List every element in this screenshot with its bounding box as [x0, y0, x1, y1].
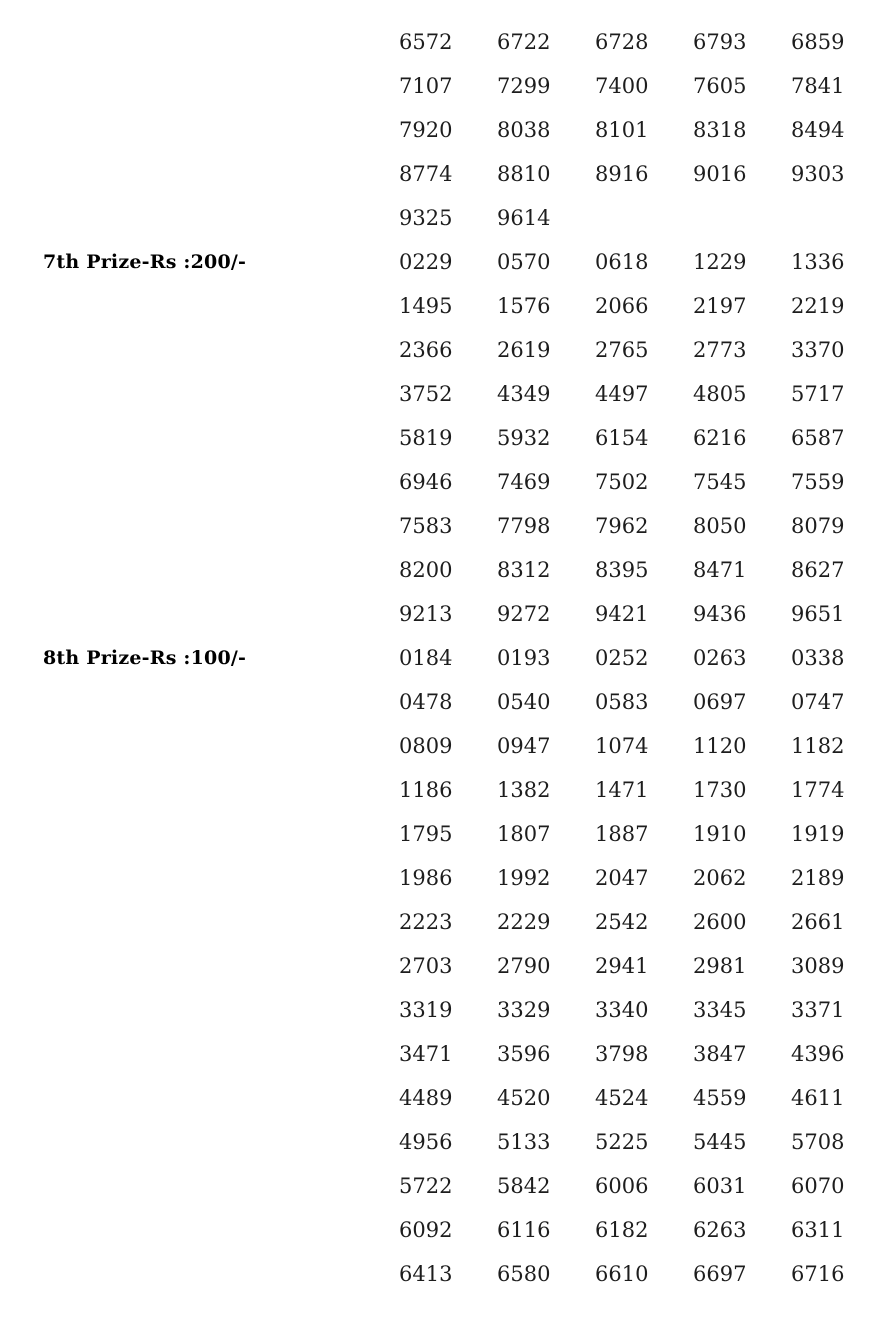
winning-number: 8471	[693, 558, 747, 582]
winning-number: 5842	[497, 1174, 551, 1198]
winning-number: 5819	[399, 426, 453, 450]
winning-number: 1074	[595, 734, 649, 758]
winning-number: 3370	[791, 338, 845, 362]
winning-number: 0252	[595, 646, 649, 670]
winning-number: 6092	[399, 1218, 453, 1242]
winning-number: 8810	[497, 162, 551, 186]
winning-number: 0193	[497, 646, 551, 670]
winning-number: 2229	[497, 910, 551, 934]
prize-row	[0, 988, 895, 1032]
prize-row	[0, 460, 895, 504]
winning-number: 0478	[399, 690, 453, 714]
winning-number: 1186	[399, 778, 453, 802]
winning-number: 6116	[497, 1218, 551, 1242]
winning-number: 6216	[693, 426, 747, 450]
winning-number: 7545	[693, 470, 747, 494]
winning-number: 5708	[791, 1130, 845, 1154]
prize-tier-label: 8th Prize-Rs :100/-	[43, 647, 247, 669]
prize-row	[0, 240, 895, 284]
winning-number: 0184	[399, 646, 453, 670]
winning-number: 7920	[399, 118, 453, 142]
winning-number: 8200	[399, 558, 453, 582]
winning-number: 4497	[595, 382, 649, 406]
prize-tier-label: 7th Prize-Rs :200/-	[43, 251, 247, 273]
winning-number: 6722	[497, 30, 551, 54]
winning-number: 7798	[497, 514, 551, 538]
prize-row	[0, 592, 895, 636]
winning-number: 1807	[497, 822, 551, 846]
winning-number: 6311	[791, 1218, 845, 1242]
winning-number: 1495	[399, 294, 453, 318]
winning-number: 6580	[497, 1262, 551, 1286]
winning-number: 8916	[595, 162, 649, 186]
winning-number: 9272	[497, 602, 551, 626]
prize-row	[0, 1252, 895, 1296]
prize-row	[0, 328, 895, 372]
winning-number: 2619	[497, 338, 551, 362]
winning-number: 3319	[399, 998, 453, 1022]
winning-number: 3340	[595, 998, 649, 1022]
winning-number: 6697	[693, 1262, 747, 1286]
winning-number: 0618	[595, 250, 649, 274]
winning-number: 6859	[791, 30, 845, 54]
winning-number: 9651	[791, 602, 845, 626]
winning-number: 1795	[399, 822, 453, 846]
winning-number: 2047	[595, 866, 649, 890]
winning-number: 1992	[497, 866, 551, 890]
winning-number: 6031	[693, 1174, 747, 1198]
winning-number: 1471	[595, 778, 649, 802]
winning-number: 6182	[595, 1218, 649, 1242]
winning-number: 5445	[693, 1130, 747, 1154]
winning-number: 3329	[497, 998, 551, 1022]
winning-number: 7559	[791, 470, 845, 494]
winning-number: 9303	[791, 162, 845, 186]
winning-number: 6006	[595, 1174, 649, 1198]
prize-row	[0, 108, 895, 152]
prize-row	[0, 64, 895, 108]
prize-row	[0, 152, 895, 196]
winning-number: 2790	[497, 954, 551, 978]
prize-row	[0, 1076, 895, 1120]
winning-number: 2661	[791, 910, 845, 934]
winning-number: 4559	[693, 1086, 747, 1110]
winning-number: 1986	[399, 866, 453, 890]
winning-number: 4520	[497, 1086, 551, 1110]
winning-number: 0263	[693, 646, 747, 670]
winning-number: 8312	[497, 558, 551, 582]
winning-number: 5717	[791, 382, 845, 406]
prize-row	[0, 196, 895, 240]
winning-number: 0747	[791, 690, 845, 714]
winning-number: 1730	[693, 778, 747, 802]
winning-number: 3596	[497, 1042, 551, 1066]
winning-number: 6413	[399, 1262, 453, 1286]
prize-row	[0, 1120, 895, 1164]
winning-number: 2223	[399, 910, 453, 934]
winning-number: 6154	[595, 426, 649, 450]
prize-row	[0, 1032, 895, 1076]
winning-number: 0583	[595, 690, 649, 714]
prize-row	[0, 724, 895, 768]
winning-number: 3752	[399, 382, 453, 406]
winning-number: 7502	[595, 470, 649, 494]
winning-number: 7400	[595, 74, 649, 98]
winning-number: 1576	[497, 294, 551, 318]
winning-number: 8318	[693, 118, 747, 142]
prize-row	[0, 1208, 895, 1252]
winning-number: 6946	[399, 470, 453, 494]
winning-number: 9016	[693, 162, 747, 186]
winning-number: 0809	[399, 734, 453, 758]
winning-number: 5932	[497, 426, 551, 450]
winning-number: 0947	[497, 734, 551, 758]
winning-number: 7605	[693, 74, 747, 98]
prize-row	[0, 812, 895, 856]
winning-number: 9325	[399, 206, 453, 230]
winning-number: 1120	[693, 734, 747, 758]
prize-row	[0, 504, 895, 548]
winning-number: 2981	[693, 954, 747, 978]
winning-number: 5133	[497, 1130, 551, 1154]
winning-number: 7299	[497, 74, 551, 98]
winning-number: 2703	[399, 954, 453, 978]
winning-number: 6572	[399, 30, 453, 54]
winning-number: 1774	[791, 778, 845, 802]
winning-number: 3345	[693, 998, 747, 1022]
winning-number: 6070	[791, 1174, 845, 1198]
winning-number: 9213	[399, 602, 453, 626]
winning-number: 8774	[399, 162, 453, 186]
winning-number: 1336	[791, 250, 845, 274]
winning-number: 2773	[693, 338, 747, 362]
winning-number: 7841	[791, 74, 845, 98]
winning-number: 4611	[791, 1086, 845, 1110]
prize-row	[0, 20, 895, 64]
winning-number: 1887	[595, 822, 649, 846]
winning-number: 0570	[497, 250, 551, 274]
winning-number: 4396	[791, 1042, 845, 1066]
winning-number: 3089	[791, 954, 845, 978]
prize-row	[0, 944, 895, 988]
winning-number: 8101	[595, 118, 649, 142]
prize-row	[0, 768, 895, 812]
winning-number: 4805	[693, 382, 747, 406]
winning-number: 3471	[399, 1042, 453, 1066]
winning-number: 5225	[595, 1130, 649, 1154]
winning-number: 6716	[791, 1262, 845, 1286]
winning-number: 4956	[399, 1130, 453, 1154]
winning-number: 0229	[399, 250, 453, 274]
prize-row	[0, 900, 895, 944]
winning-number: 9421	[595, 602, 649, 626]
winning-number: 7107	[399, 74, 453, 98]
winning-number: 6728	[595, 30, 649, 54]
winning-number: 8494	[791, 118, 845, 142]
winning-number: 1229	[693, 250, 747, 274]
winning-number: 2542	[595, 910, 649, 934]
winning-number: 8395	[595, 558, 649, 582]
winning-number: 2219	[791, 294, 845, 318]
winning-number: 0338	[791, 646, 845, 670]
winning-number: 2600	[693, 910, 747, 934]
winning-number: 8038	[497, 118, 551, 142]
winning-number: 2197	[693, 294, 747, 318]
prize-row	[0, 856, 895, 900]
winning-number: 4524	[595, 1086, 649, 1110]
winning-number: 2366	[399, 338, 453, 362]
winning-number: 8050	[693, 514, 747, 538]
prize-row	[0, 1164, 895, 1208]
winning-number: 6263	[693, 1218, 747, 1242]
winning-number: 2765	[595, 338, 649, 362]
prize-row	[0, 284, 895, 328]
prize-row	[0, 372, 895, 416]
winning-number: 2062	[693, 866, 747, 890]
winning-number: 1182	[791, 734, 845, 758]
winning-number: 0540	[497, 690, 551, 714]
winning-number: 7962	[595, 514, 649, 538]
winning-number: 3371	[791, 998, 845, 1022]
prize-row	[0, 416, 895, 460]
winning-number: 5722	[399, 1174, 453, 1198]
winning-number: 1919	[791, 822, 845, 846]
winning-number: 2189	[791, 866, 845, 890]
prize-row	[0, 548, 895, 592]
winning-number: 8079	[791, 514, 845, 538]
winning-number: 6793	[693, 30, 747, 54]
winning-number: 3798	[595, 1042, 649, 1066]
prize-row	[0, 636, 895, 680]
winning-number: 6587	[791, 426, 845, 450]
winning-number: 7583	[399, 514, 453, 538]
winning-number: 7469	[497, 470, 551, 494]
winning-number: 0697	[693, 690, 747, 714]
winning-number: 2066	[595, 294, 649, 318]
winning-number: 3847	[693, 1042, 747, 1066]
winning-number: 9614	[497, 206, 551, 230]
winning-number: 4489	[399, 1086, 453, 1110]
winning-number: 6610	[595, 1262, 649, 1286]
winning-number: 1382	[497, 778, 551, 802]
winning-number: 1910	[693, 822, 747, 846]
prize-row	[0, 680, 895, 724]
winning-number: 4349	[497, 382, 551, 406]
winning-number: 2941	[595, 954, 649, 978]
winning-number: 8627	[791, 558, 845, 582]
winning-number: 9436	[693, 602, 747, 626]
